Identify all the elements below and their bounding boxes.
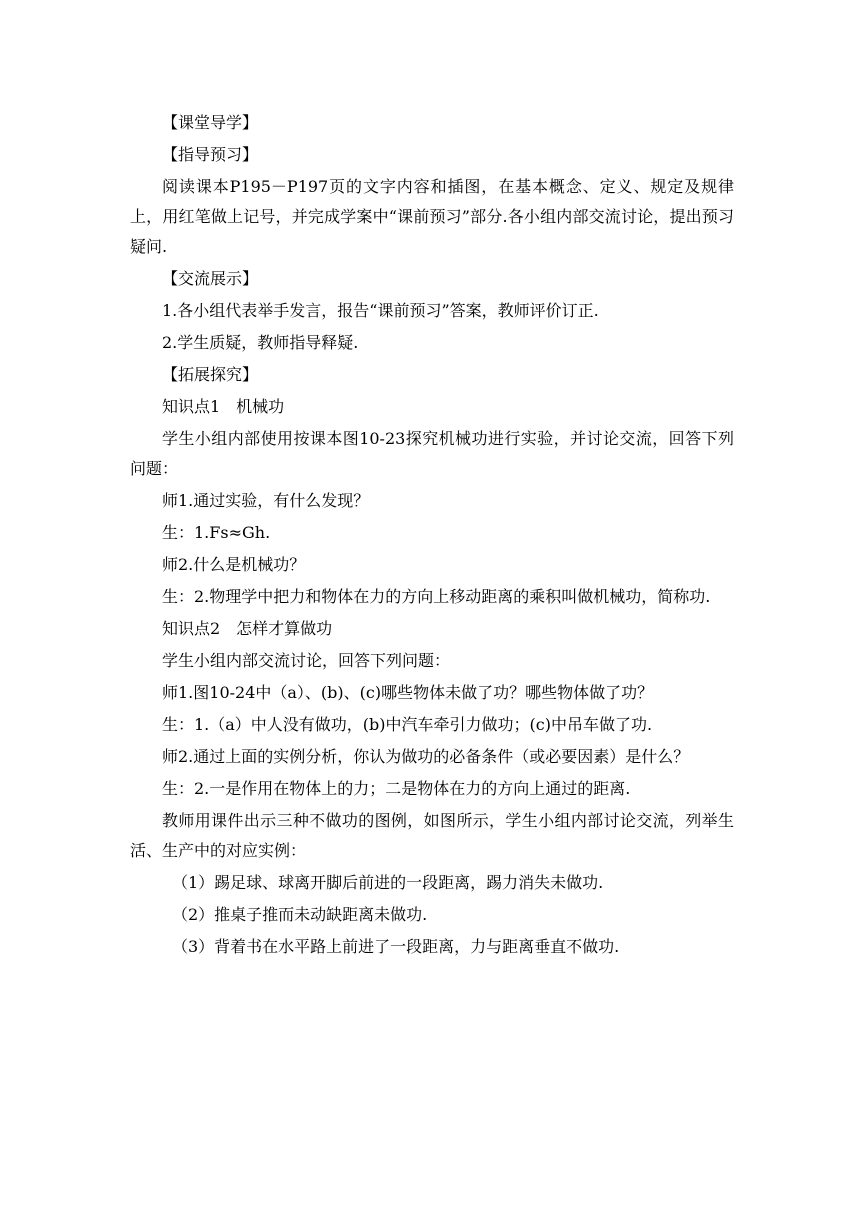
exchange-item-1: 1.各小组代表举手发言，报告“课前预习”答案，教师评价订正. [162,301,599,320]
knowledge-point-2-title: 知识点2 怎样才算做功 [162,619,333,638]
student-answer-2: 生：2.物理学中把力和物体在力的方向上移动距离的乘积叫做机械功，简称功. [162,587,711,606]
document-body [130,108,734,964]
section-heading-exchange-display: 【交流展示】 [162,269,259,288]
teacher-courseware-instruction: 教师用课件出示三种不做功的图例，如图所示，学生小组内部讨论交流，列举生活、生产中的对应实例： [130,811,734,860]
teacher-question-3: 师1.图10-24中（a）、(b)、(c)哪些物体未做了功？哪些物体做了功？ [162,683,654,702]
student-answer-4: 生：2.一是作用在物体上的力；二是物体在力的方向上通过的距离. [162,779,631,798]
teacher-question-4: 师2.通过上面的实例分析，你认为做功的必备条件（或必要因素）是什么？ [162,747,690,766]
section-heading-extension-exploration: 【拓展探究】 [162,365,259,384]
teacher-question-1: 师1.通过实验，有什么发现？ [162,491,370,510]
knowledge-point-1-title: 知识点1 机械功 [162,397,285,416]
knowledge-point-1-instruction: 学生小组内部使用按课本图10-23探究机械功进行实验，并讨论交流，回答下列问题： [130,429,734,478]
teacher-question-2: 师2.什么是机械功？ [162,555,306,574]
knowledge-point-2-instruction: 学生小组内部交流讨论，回答下列问题： [162,651,451,670]
section-heading-preview-guide: 【指导预习】 [162,145,259,164]
student-answer-1: 生：1.Fs≈Gh. [162,523,271,542]
preview-instruction-paragraph: 阅读课本P195－P197页的文字内容和插图，在基本概念、定义、规定及规律上，用红笔做上记号，并完成学案中“课前预习”部分.各小组内部交流讨论，提出预习疑问. [130,177,734,256]
section-heading-classroom-guide: 【课堂导学】 [162,113,259,132]
example-item-2: （2）推桌子推而未动缺距离未做功. [172,905,428,924]
example-item-3: （3）背着书在水平路上前进了一段距离，力与距离垂直不做功. [172,937,620,956]
student-answer-3: 生：1.（a）中人没有做功，(b)中汽车牵引力做功；(c)中吊车做了功. [162,715,653,734]
exchange-item-2: 2.学生质疑，教师指导释疑. [162,333,359,352]
example-item-1: （1）踢足球、球离开脚后前进的一段距离，踢力消失未做功. [172,873,604,892]
